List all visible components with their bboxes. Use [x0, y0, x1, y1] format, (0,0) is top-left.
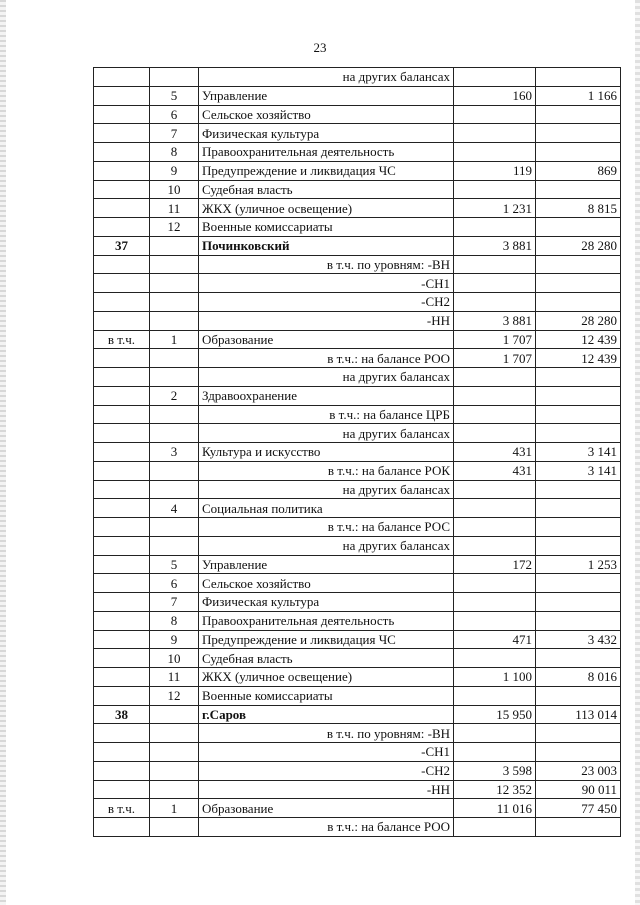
item-name-cell: на других балансах [199, 424, 454, 443]
item-name-cell: г.Саров [199, 705, 454, 724]
item-name-cell: -СН1 [199, 743, 454, 762]
value-1-cell: 160 [454, 86, 536, 105]
row-prefix-cell [94, 349, 150, 368]
value-2-cell: 28 280 [536, 311, 621, 330]
value-1-cell [454, 518, 536, 537]
table-row [94, 218, 621, 237]
value-2-cell [536, 424, 621, 443]
item-number-cell [150, 461, 199, 480]
row-prefix-cell [94, 274, 150, 293]
item-name-cell: на других балансах [199, 368, 454, 387]
value-1-cell [454, 105, 536, 124]
item-name-cell: Правоохранительная деятельность [199, 143, 454, 162]
item-number-cell [150, 818, 199, 837]
value-2-cell [536, 405, 621, 424]
item-name-cell: Управление [199, 555, 454, 574]
row-prefix-cell [94, 405, 150, 424]
value-2-cell: 1 253 [536, 555, 621, 574]
value-1-cell [454, 405, 536, 424]
row-prefix-cell [94, 574, 150, 593]
value-1-cell [454, 536, 536, 555]
row-prefix-cell [94, 630, 150, 649]
table-row [94, 124, 621, 143]
table-row [94, 180, 621, 199]
item-number-cell: 1 [150, 330, 199, 349]
budget-table [93, 67, 621, 837]
row-prefix-cell [94, 593, 150, 612]
row-prefix-cell [94, 724, 150, 743]
row-prefix-cell [94, 293, 150, 312]
item-name-cell: Физическая культура [199, 124, 454, 143]
value-1-cell [454, 143, 536, 162]
item-name-cell: Культура и искусство [199, 443, 454, 462]
item-number-cell [150, 274, 199, 293]
value-1-cell: 119 [454, 161, 536, 180]
value-1-cell: 11 016 [454, 799, 536, 818]
item-number-cell [150, 724, 199, 743]
row-prefix-cell [94, 611, 150, 630]
value-2-cell: 28 280 [536, 236, 621, 255]
item-number-cell: 11 [150, 199, 199, 218]
value-1-cell: 1 100 [454, 668, 536, 687]
row-prefix-cell [94, 218, 150, 237]
table-row [94, 349, 621, 368]
value-2-cell: 77 450 [536, 799, 621, 818]
scan-edge-left [0, 0, 6, 905]
value-2-cell [536, 368, 621, 387]
row-prefix-cell: в т.ч. [94, 799, 150, 818]
table-row [94, 86, 621, 105]
row-prefix-cell [94, 818, 150, 837]
row-prefix-cell [94, 686, 150, 705]
value-2-cell [536, 480, 621, 499]
item-number-cell: 7 [150, 593, 199, 612]
row-prefix-cell [94, 161, 150, 180]
row-prefix-cell: 37 [94, 236, 150, 255]
value-2-cell [536, 724, 621, 743]
item-number-cell [150, 761, 199, 780]
value-1-cell [454, 274, 536, 293]
row-prefix-cell [94, 518, 150, 537]
budget-table-body [94, 68, 621, 837]
row-prefix-cell [94, 424, 150, 443]
table-row [94, 255, 621, 274]
item-name-cell: Образование [199, 799, 454, 818]
value-1-cell [454, 499, 536, 518]
item-number-cell [150, 255, 199, 274]
table-row [94, 743, 621, 762]
value-1-cell [454, 611, 536, 630]
value-1-cell [454, 574, 536, 593]
value-1-cell: 172 [454, 555, 536, 574]
item-name-cell: Образование [199, 330, 454, 349]
value-1-cell [454, 424, 536, 443]
table-row [94, 68, 621, 87]
row-prefix-cell: в т.ч. [94, 330, 150, 349]
value-1-cell [454, 743, 536, 762]
table-row [94, 105, 621, 124]
value-2-cell: 23 003 [536, 761, 621, 780]
item-number-cell [150, 705, 199, 724]
value-2-cell [536, 499, 621, 518]
value-2-cell: 8 016 [536, 668, 621, 687]
value-2-cell [536, 180, 621, 199]
table-row [94, 611, 621, 630]
table-row [94, 555, 621, 574]
value-2-cell: 869 [536, 161, 621, 180]
value-1-cell: 3 881 [454, 311, 536, 330]
item-name-cell: Правоохранительная деятельность [199, 611, 454, 630]
item-name-cell: в т.ч.: на балансе РОК [199, 461, 454, 480]
table-row [94, 630, 621, 649]
value-1-cell [454, 68, 536, 87]
item-name-cell: -НН [199, 311, 454, 330]
value-2-cell: 3 432 [536, 630, 621, 649]
item-name-cell: Судебная власть [199, 649, 454, 668]
table-row [94, 668, 621, 687]
row-prefix-cell [94, 368, 150, 387]
value-2-cell [536, 818, 621, 837]
item-name-cell: в т.ч. по уровням: -ВН [199, 255, 454, 274]
value-1-cell [454, 686, 536, 705]
row-prefix-cell [94, 780, 150, 799]
row-prefix-cell [94, 199, 150, 218]
table-row [94, 274, 621, 293]
item-number-cell [150, 405, 199, 424]
table-row [94, 461, 621, 480]
item-number-cell [150, 68, 199, 87]
item-name-cell: -СН2 [199, 293, 454, 312]
item-name-cell: Управление [199, 86, 454, 105]
item-number-cell: 3 [150, 443, 199, 462]
value-2-cell [536, 218, 621, 237]
value-2-cell [536, 293, 621, 312]
item-number-cell: 9 [150, 630, 199, 649]
item-name-cell: в т.ч.: на балансе РОО [199, 818, 454, 837]
district-row [94, 236, 621, 255]
item-number-cell: 6 [150, 574, 199, 593]
table-row [94, 143, 621, 162]
value-1-cell: 1 707 [454, 330, 536, 349]
item-name-cell: Сельское хозяйство [199, 105, 454, 124]
value-2-cell [536, 743, 621, 762]
table-row [94, 405, 621, 424]
row-prefix-cell [94, 480, 150, 499]
value-1-cell: 471 [454, 630, 536, 649]
row-prefix-cell [94, 386, 150, 405]
item-number-cell: 10 [150, 180, 199, 199]
value-2-cell [536, 105, 621, 124]
value-1-cell [454, 386, 536, 405]
row-prefix-cell [94, 255, 150, 274]
row-prefix-cell [94, 443, 150, 462]
table-row [94, 593, 621, 612]
table-row [94, 574, 621, 593]
value-1-cell [454, 818, 536, 837]
item-number-cell: 8 [150, 143, 199, 162]
value-2-cell [536, 686, 621, 705]
item-name-cell: на других балансах [199, 536, 454, 555]
item-number-cell [150, 293, 199, 312]
value-2-cell [536, 593, 621, 612]
row-prefix-cell [94, 649, 150, 668]
value-1-cell [454, 180, 536, 199]
value-2-cell: 8 815 [536, 199, 621, 218]
item-number-cell: 5 [150, 86, 199, 105]
row-prefix-cell [94, 461, 150, 480]
item-name-cell: Физическая культура [199, 593, 454, 612]
value-1-cell: 12 352 [454, 780, 536, 799]
value-2-cell: 113 014 [536, 705, 621, 724]
table-row [94, 499, 621, 518]
table-row [94, 368, 621, 387]
item-name-cell: -НН [199, 780, 454, 799]
value-2-cell [536, 68, 621, 87]
district-row [94, 705, 621, 724]
value-1-cell [454, 649, 536, 668]
value-1-cell [454, 124, 536, 143]
item-number-cell [150, 780, 199, 799]
item-name-cell: Военные комиссариаты [199, 686, 454, 705]
table-row [94, 480, 621, 499]
value-2-cell [536, 274, 621, 293]
table-row [94, 686, 621, 705]
value-2-cell: 3 141 [536, 461, 621, 480]
value-2-cell: 90 011 [536, 780, 621, 799]
value-1-cell: 3 881 [454, 236, 536, 255]
item-name-cell: Предупреждение и ликвидация ЧС [199, 630, 454, 649]
item-name-cell: Военные комиссариаты [199, 218, 454, 237]
item-name-cell: -СН2 [199, 761, 454, 780]
table-row [94, 424, 621, 443]
value-1-cell [454, 480, 536, 499]
item-number-cell: 5 [150, 555, 199, 574]
row-prefix-cell [94, 499, 150, 518]
table-row [94, 161, 621, 180]
table-row [94, 724, 621, 743]
item-name-cell: в т.ч.: на балансе РОС [199, 518, 454, 537]
table-row [94, 761, 621, 780]
row-prefix-cell [94, 68, 150, 87]
item-number-cell [150, 368, 199, 387]
row-prefix-cell [94, 743, 150, 762]
item-name-cell: в т.ч.: на балансе ЦРБ [199, 405, 454, 424]
value-2-cell: 12 439 [536, 330, 621, 349]
row-prefix-cell [94, 668, 150, 687]
value-1-cell: 15 950 [454, 705, 536, 724]
item-name-cell: Предупреждение и ликвидация ЧС [199, 161, 454, 180]
page-number: 23 [313, 40, 327, 55]
value-2-cell [536, 386, 621, 405]
item-name-cell: ЖКХ (уличное освещение) [199, 668, 454, 687]
item-number-cell [150, 518, 199, 537]
table-row [94, 518, 621, 537]
table-row [94, 443, 621, 462]
value-1-cell: 3 598 [454, 761, 536, 780]
value-2-cell: 1 166 [536, 86, 621, 105]
value-2-cell [536, 143, 621, 162]
item-number-cell [150, 536, 199, 555]
item-name-cell: Сельское хозяйство [199, 574, 454, 593]
table-row [94, 386, 621, 405]
value-2-cell [536, 255, 621, 274]
item-name-cell: Починковский [199, 236, 454, 255]
item-number-cell: 1 [150, 799, 199, 818]
item-name-cell: ЖКХ (уличное освещение) [199, 199, 454, 218]
table-row [94, 293, 621, 312]
value-2-cell: 12 439 [536, 349, 621, 368]
item-number-cell: 7 [150, 124, 199, 143]
item-number-cell [150, 743, 199, 762]
row-prefix-cell [94, 180, 150, 199]
value-2-cell [536, 649, 621, 668]
value-1-cell [454, 368, 536, 387]
value-2-cell [536, 536, 621, 555]
item-name-cell: -СН1 [199, 274, 454, 293]
item-name-cell: Социальная политика [199, 499, 454, 518]
table-row [94, 818, 621, 837]
value-1-cell: 1 231 [454, 199, 536, 218]
value-2-cell [536, 574, 621, 593]
value-1-cell [454, 724, 536, 743]
row-prefix-cell [94, 311, 150, 330]
table-row [94, 330, 621, 349]
row-prefix-cell [94, 555, 150, 574]
item-number-cell: 6 [150, 105, 199, 124]
item-number-cell [150, 236, 199, 255]
table-row [94, 311, 621, 330]
row-prefix-cell: 38 [94, 705, 150, 724]
value-1-cell: 431 [454, 443, 536, 462]
value-1-cell [454, 293, 536, 312]
row-prefix-cell [94, 124, 150, 143]
row-prefix-cell [94, 536, 150, 555]
item-number-cell [150, 480, 199, 499]
row-prefix-cell [94, 143, 150, 162]
item-number-cell: 11 [150, 668, 199, 687]
item-number-cell: 9 [150, 161, 199, 180]
item-name-cell: Здравоохранение [199, 386, 454, 405]
item-number-cell: 12 [150, 218, 199, 237]
item-number-cell: 4 [150, 499, 199, 518]
item-number-cell: 2 [150, 386, 199, 405]
table-row [94, 536, 621, 555]
row-prefix-cell [94, 105, 150, 124]
value-2-cell: 3 141 [536, 443, 621, 462]
item-name-cell: в т.ч.: на балансе РОО [199, 349, 454, 368]
item-number-cell: 10 [150, 649, 199, 668]
value-1-cell [454, 255, 536, 274]
value-1-cell [454, 218, 536, 237]
item-number-cell: 12 [150, 686, 199, 705]
value-1-cell [454, 593, 536, 612]
value-2-cell [536, 124, 621, 143]
item-name-cell: в т.ч. по уровням: -ВН [199, 724, 454, 743]
item-name-cell: Судебная власть [199, 180, 454, 199]
item-name-cell: на других балансах [199, 480, 454, 499]
table-row [94, 649, 621, 668]
item-number-cell [150, 424, 199, 443]
item-number-cell [150, 311, 199, 330]
item-number-cell [150, 349, 199, 368]
value-2-cell [536, 611, 621, 630]
scan-edge-right [635, 0, 640, 905]
row-prefix-cell [94, 761, 150, 780]
table-row [94, 799, 621, 818]
value-1-cell: 1 707 [454, 349, 536, 368]
table-row [94, 780, 621, 799]
table-row [94, 199, 621, 218]
value-2-cell [536, 518, 621, 537]
item-name-cell: на других балансах [199, 68, 454, 87]
item-number-cell: 8 [150, 611, 199, 630]
value-1-cell: 431 [454, 461, 536, 480]
row-prefix-cell [94, 86, 150, 105]
